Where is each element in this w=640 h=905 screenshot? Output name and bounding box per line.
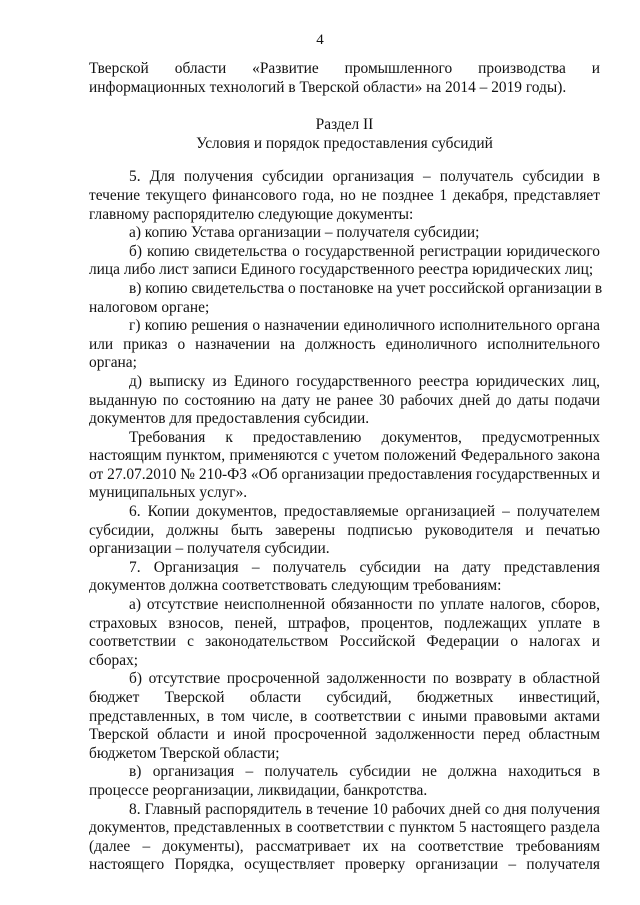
paragraph-line: течение текущего финансового года, но не позднее 1 декабря, представляет [89,186,600,204]
section-subtitle: Условия и порядок предоставления субсидий [196,134,493,152]
list-item: д) выписку из Единого государственного реестра юридических лиц, [129,372,600,390]
paragraph-line: Требования к предоставлению документов, предусмотренных [129,428,600,446]
paragraph-line: от 27.07.2010 № 210-ФЗ «Об организации предоставления государственных и [89,465,600,483]
paragraph-line: органа; [89,354,137,372]
paragraph-line: налоговом органе; [89,298,210,316]
paragraph-line: (далее – документы), рассматривает их на соответствие требованиям [89,837,600,855]
paragraph-line: страховых взносов, пеней, штрафов, процентов, подлежащих уплате в [89,614,600,632]
paragraph-line: настоящего Порядка, осуществляет проверку организации – получателя [89,856,600,874]
list-item: б) отсутствие просроченной задолженности по возврату в областной [129,670,600,688]
paragraph-line: соответствии с законодательством Российской Федерации о налогах и [89,633,600,651]
list-item: а) отсутствие неисполненной обязанности по уплате налогов, сборов, [129,596,600,614]
paragraph-line: муниципальных услуг». [89,484,248,502]
list-item: в) организация – получатель субсидии не должна находиться в [129,763,600,781]
intro-line: Тверской области «Развитие промышленного производства и [89,60,600,77]
section-title: Раздел II [315,116,374,134]
paragraph-line: документов для предоставления субсидии. [89,410,370,428]
list-item: а) копию Устава организации – получателя субсидии; [129,224,480,242]
paragraph-line: 8. Главный распорядитель в течение 10 рабочих дней со дня получения [129,800,600,818]
paragraph-line: субсидии, должны быть заверены подписью руководителя и печатью [89,521,600,539]
paragraph-line: организации – получателя субсидии. [89,540,330,558]
paragraph-line: 5. Для получения субсидии организация – получатель субсидии в [129,168,600,186]
paragraph-line: процессе реорганизации, ликвидации, банкротства. [89,781,428,799]
paragraph-line: главному распорядителю следующие документы: [89,205,414,223]
list-item: б) копию свидетельства о государственной регистрации юридического [129,242,600,260]
paragraph-line: бюджетом Тверской области; [89,744,280,762]
intro-line: информационных технологий в Тверской области» на 2014 – 2019 годы). [89,78,567,96]
spacer [89,153,600,168]
paragraph-line: Тверской области и иной просроченной задолженности перед областным [89,726,600,744]
list-item: в) копию свидетельства о постановке на учет российской организации в [129,279,603,297]
page-number: 4 [316,32,324,48]
paragraph-line: представленных, в том числе, в соответствии с иными правовыми актами [89,707,600,725]
paragraph-line: документов, представленных в соответствии с пунктом 5 настоящего раздела [89,819,600,837]
paragraph-line: документов должна соответствовать следующим требованиям: [89,577,502,595]
paragraph-line: 6. Копии документов, предоставляемые организацией – получателем [129,503,600,521]
paragraph-line: настоящим пунктом, применяются с учетом положений Федерального закона [89,447,600,465]
document-body [89,60,603,875]
paragraph-line: выданную по состоянию на дату не ранее 30 рабочих дней до даты подачи [89,391,600,409]
spacer [89,97,600,116]
paragraph-line: или приказ о назначении на должность единоличного исполнительного [89,335,600,353]
paragraph-line: бюджет Тверской области субсидий, бюджетных инвестиций, [89,689,600,706]
paragraph-line: лица либо лист записи Единого государственного реестра юридических лиц; [89,261,594,279]
list-item: г) копию решения о назначении единоличного исполнительного органа [129,317,600,335]
paragraph-line: сборах; [89,651,139,669]
paragraph-line: 7. Организация – получатель субсидии на дату представления [129,558,600,576]
